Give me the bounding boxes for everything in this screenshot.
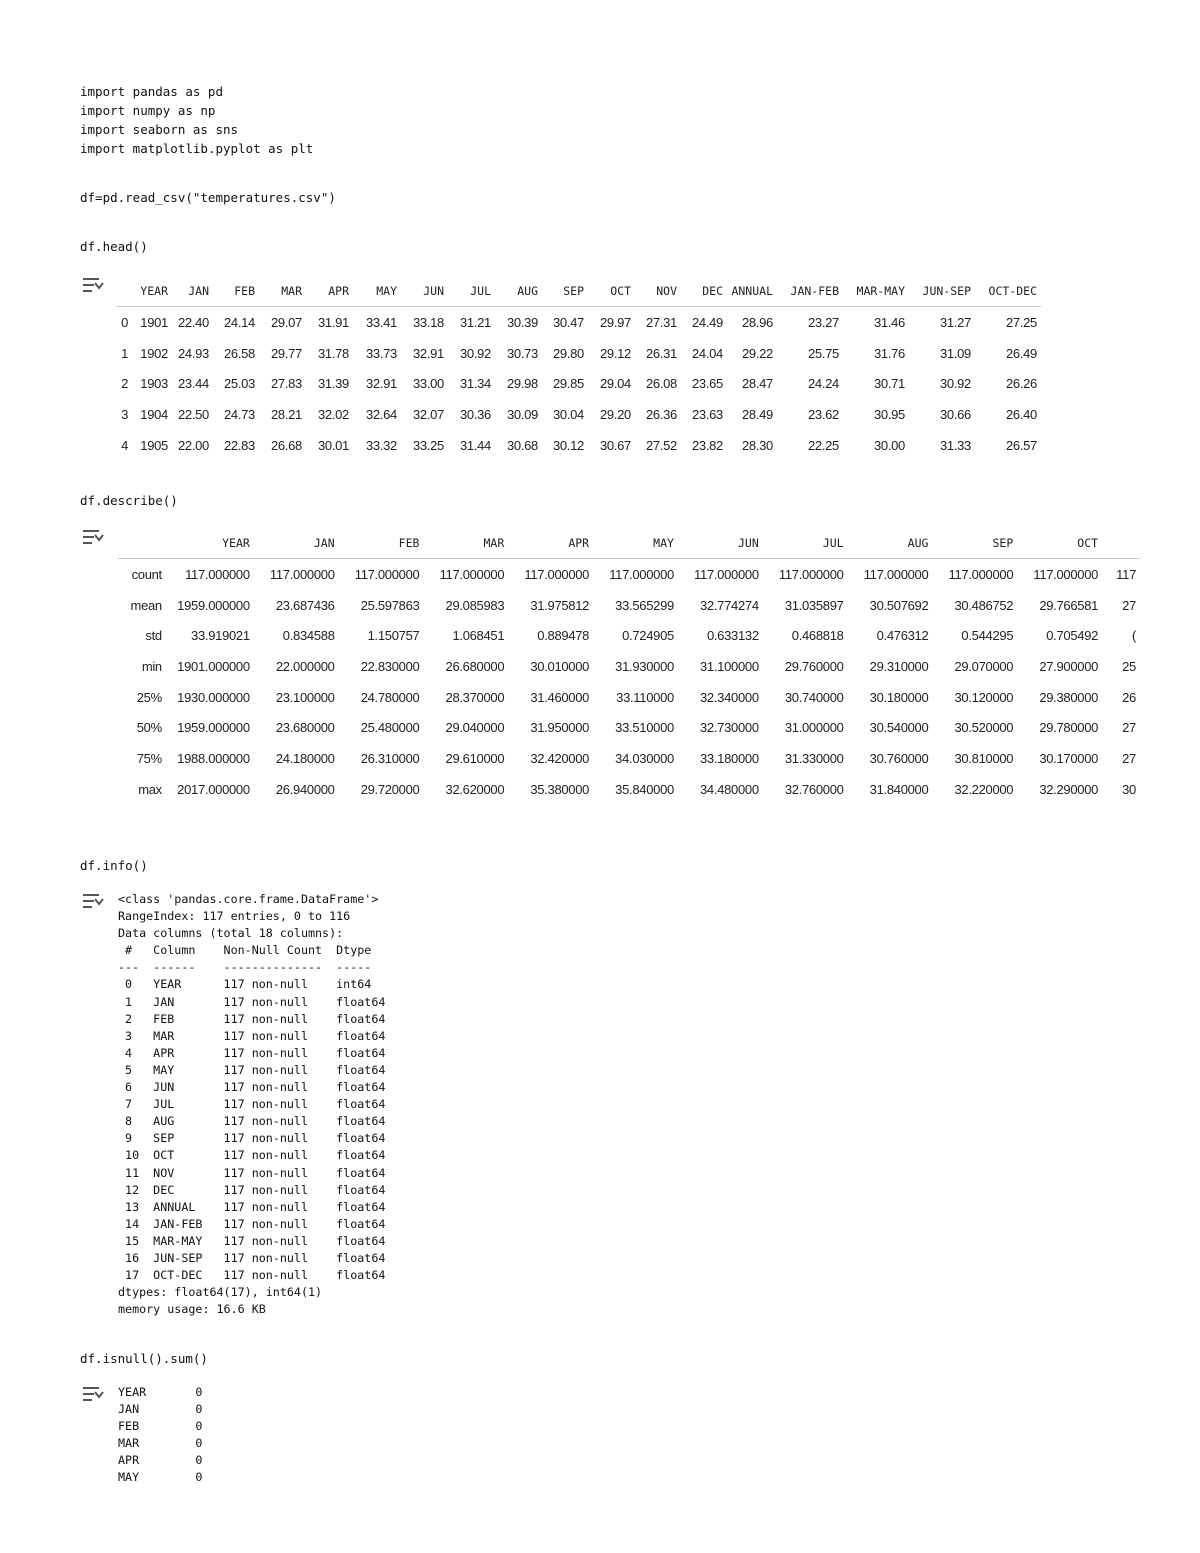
table-cell: 30 (1122, 781, 1136, 797)
table-cell: 27.83 (270, 376, 302, 392)
table-row (118, 590, 1140, 621)
column-header: NOV (635, 276, 681, 307)
table-row (116, 307, 1041, 338)
table-cell: 0.705492 (1046, 628, 1099, 644)
table-cell: 26 (1122, 689, 1136, 705)
table-cell: 26.08 (645, 376, 677, 392)
column-header: JUN-SEP (909, 276, 975, 307)
table-cell: 31.33 (939, 437, 971, 453)
table-cell: 24.180000 (275, 750, 335, 766)
column-header: JUL (763, 528, 848, 559)
table-cell: 30.740000 (784, 689, 844, 705)
column-header: JAN (254, 528, 339, 559)
table-cell: 31.44 (459, 437, 491, 453)
column-header: MAR-MAY (843, 276, 909, 307)
table-cell: 117.000000 (609, 566, 674, 582)
table-cell: 29.310000 (869, 658, 929, 674)
column-header: SEP (932, 528, 1017, 559)
table-cell: 28.47 (741, 376, 773, 392)
column-header: OCT (1017, 528, 1102, 559)
info-output-text: <class 'pandas.core.frame.DataFrame'> RangeIndex: 117 entries, 0 to 116 Data columns (total 18 columns): # Column Non-Null Count Dtype --- ------ -------------- ----- 0 YEAR 117 non-null int64 1 JAN 117 non-null float64 2 FEB 117 non-null float64 3 MAR 117 non-null float64 4 APR 117 non-null float64 5 MAY 117 non-null float64 6 JUN 117 non-null float64 7 JUL 117 non-null float64 8 AUG 117 non-null float64 9 SEP 117 non-null float64 10 OCT 117 non-null float64 11 NOV 117 non-null float64 12 DEC 117 non-null float64 13 ANNUAL 117 non-null float64 14 JAN-FEB 117 non-null float64 15 MAR-MAY 117 non-null float64 16 JUN-SEP 117 non-null float64 17 OCT-DEC 117 non-null float64 dtypes: float64(17), int64(1) memory usage: 16.6 KB (118, 892, 386, 1317)
table-cell: 0.544295 (961, 628, 1014, 644)
row-index: 4 (121, 437, 128, 453)
table-cell: 30.39 (506, 314, 538, 330)
column-header: MAY (593, 528, 678, 559)
table-cell: 24.73 (223, 406, 255, 422)
table-cell: 30.520000 (954, 720, 1014, 736)
code-cell-info[interactable]: df.info() (80, 858, 148, 873)
table-cell: 0.633132 (706, 628, 759, 644)
table-cell: 30.00 (873, 437, 905, 453)
table-cell: 25 (1122, 658, 1136, 674)
table-cell: 24.93 (177, 345, 209, 361)
table-cell: 32.730000 (700, 720, 759, 736)
table-cell: 29.04 (599, 376, 631, 392)
column-header: JUL (448, 276, 495, 307)
table-cell: 25.480000 (360, 720, 420, 736)
table-cell: 22.00 (177, 437, 209, 453)
table-cell: 22.000000 (275, 658, 335, 674)
row-index: 2 (121, 376, 128, 392)
table-cell: 1.150757 (367, 628, 420, 644)
table-cell: 30.010000 (530, 658, 590, 674)
table-cell: 117.000000 (185, 566, 250, 582)
table-cell: 33.510000 (615, 720, 674, 736)
table-cell: 31.840000 (869, 781, 929, 797)
row-index: min (141, 658, 162, 674)
table-cell: 30.36 (459, 406, 491, 422)
output-toggle-icon[interactable] (82, 276, 104, 294)
table-cell: 27.31 (645, 314, 677, 330)
table-cell: 24.49 (691, 314, 723, 330)
table-cell: 32.774274 (700, 597, 759, 613)
table-cell: 28.21 (270, 406, 302, 422)
table-cell: 29.07 (270, 314, 302, 330)
table-cell: 23.65 (691, 376, 723, 392)
describe-output-table (118, 528, 1140, 805)
table-cell: 29.070000 (954, 658, 1014, 674)
table-row (116, 399, 1041, 430)
column-header: OCT (588, 276, 635, 307)
column-header: APR (306, 276, 353, 307)
table-cell: 26.310000 (360, 750, 420, 766)
table-cell: 31.76 (873, 345, 905, 361)
row-index: 3 (121, 406, 128, 422)
table-cell: 23.680000 (275, 720, 335, 736)
row-index: mean (130, 597, 162, 613)
table-row (118, 743, 1140, 774)
code-cell-read-csv[interactable]: df=pd.read_csv("temperatures.csv") (80, 190, 336, 205)
table-cell: 26.57 (1005, 437, 1037, 453)
table-cell: 27 (1122, 720, 1136, 736)
table-cell: 30.760000 (869, 750, 929, 766)
table-row (116, 430, 1041, 461)
table-cell: 25.597863 (360, 597, 420, 613)
table-cell: 33.110000 (616, 689, 674, 705)
table-cell: 32.91 (412, 345, 444, 361)
table-cell: 32.620000 (445, 781, 505, 797)
table-cell: 32.760000 (784, 781, 844, 797)
table-cell: 31.460000 (530, 689, 590, 705)
column-header: YEAR (134, 276, 172, 307)
row-index: 1 (121, 345, 128, 361)
table-cell: 33.18 (412, 314, 444, 330)
table-cell: 29.766581 (1039, 597, 1099, 613)
table-cell: 27.52 (645, 437, 677, 453)
table-cell: 26.49 (1005, 345, 1037, 361)
column-header: ANNUAL (727, 276, 777, 307)
table-cell: 29.20 (599, 406, 631, 422)
table-cell: 30.92 (939, 376, 971, 392)
table-cell: 31.035897 (784, 597, 844, 613)
table-cell: 30.73 (506, 345, 538, 361)
table-cell: 0.889478 (537, 628, 590, 644)
table-cell: 117.000000 (863, 566, 929, 582)
table-cell: 32.220000 (954, 781, 1014, 797)
table-cell: 33.180000 (700, 750, 759, 766)
code-cell-imports[interactable]: import pandas as pd import numpy as np import seaborn as sns import matplotlib.pyplot as plt (80, 84, 314, 156)
table-cell: 28.30 (741, 437, 773, 453)
table-cell: 30.47 (552, 314, 584, 330)
table-cell: 31.930000 (615, 658, 674, 674)
table-cell: 26.36 (645, 406, 677, 422)
table-cell: 33.00 (412, 376, 444, 392)
table-cell: 26.940000 (275, 781, 335, 797)
table-cell: 30.12 (552, 437, 584, 453)
column-header: FEB (213, 276, 259, 307)
table-cell: 29.040000 (445, 720, 505, 736)
column-header: JUN (678, 528, 763, 559)
table-cell: 1901.000000 (177, 658, 250, 674)
table-cell: 117.000000 (948, 566, 1014, 582)
table-cell: 34.480000 (700, 781, 759, 797)
row-index: std (145, 628, 162, 644)
table-cell: 29.780000 (1039, 720, 1099, 736)
table-cell: 30.04 (552, 406, 584, 422)
table-cell: 29.610000 (445, 750, 505, 766)
table-cell: 30.92 (459, 345, 491, 361)
table-cell: 22.830000 (360, 658, 420, 674)
table-cell: 0.468818 (791, 628, 844, 644)
table-cell: 117 (1116, 566, 1136, 582)
table-cell: 26.26 (1005, 376, 1037, 392)
table-cell: 24.04 (691, 345, 723, 361)
table-cell: 32.290000 (1039, 781, 1099, 797)
table-cell: 31.27 (939, 314, 971, 330)
column-header (118, 528, 168, 559)
table-cell: 31.46 (873, 314, 905, 330)
column-header: SEP (542, 276, 588, 307)
table-row (118, 682, 1140, 713)
column-header: DEC (681, 276, 727, 307)
table-cell: 29.760000 (784, 658, 844, 674)
column-header: AUG (848, 528, 933, 559)
table-cell: 32.420000 (530, 750, 590, 766)
table-cell: 35.840000 (615, 781, 674, 797)
table-cell: 23.27 (807, 314, 839, 330)
row-index: 0 (121, 314, 128, 330)
table-cell: 29.77 (270, 345, 302, 361)
table-cell: 28.96 (741, 314, 773, 330)
table-cell: 1959.000000 (177, 720, 250, 736)
table-cell: 0.724905 (622, 628, 674, 644)
table-cell: 31.950000 (530, 720, 590, 736)
table-cell: 22.83 (223, 437, 255, 453)
table-cell: 24.14 (223, 314, 255, 330)
output-toggle-icon[interactable] (82, 892, 104, 910)
table-row (116, 338, 1041, 369)
table-cell: 30.71 (873, 376, 905, 392)
table-cell: 22.50 (177, 406, 209, 422)
table-cell: 31.09 (939, 345, 971, 361)
table-cell: 25.75 (807, 345, 839, 361)
table-cell: 1.068451 (452, 628, 505, 644)
table-cell: 30.68 (506, 437, 538, 453)
table-cell: 31.34 (459, 376, 491, 392)
table-cell: 31.000000 (784, 720, 844, 736)
table-row (118, 712, 1140, 743)
table-cell: 31.100000 (700, 658, 759, 674)
table-cell: 24.780000 (360, 689, 420, 705)
output-toggle-icon[interactable] (82, 528, 104, 546)
table-cell: 117.000000 (778, 566, 844, 582)
table-cell: 28.49 (741, 406, 773, 422)
table-cell: 27 (1122, 597, 1136, 613)
table-cell: 1901 (140, 314, 168, 330)
column-header: AUG (495, 276, 542, 307)
isnull-output-text: YEAR 0 JAN 0 FEB 0 MAR 0 APR 0 MAY 0 (118, 1385, 203, 1485)
column-header: JAN-FEB (777, 276, 843, 307)
column-header: APR (508, 528, 593, 559)
table-cell: 33.32 (365, 437, 397, 453)
table-cell: 1904 (140, 406, 168, 422)
describe-output-scroll[interactable] (118, 528, 1140, 818)
table-cell: 33.73 (365, 345, 397, 361)
table-cell: 29.720000 (360, 781, 420, 797)
table-cell: 1930.000000 (177, 689, 250, 705)
row-index: count (131, 566, 162, 582)
table-row (118, 559, 1140, 590)
table-row (118, 651, 1140, 682)
table-cell: 29.80 (552, 345, 584, 361)
row-index: 75% (136, 750, 162, 766)
table-row (116, 368, 1041, 399)
table-cell: 24.24 (807, 376, 839, 392)
table-cell: 33.25 (412, 437, 444, 453)
table-cell: 29.97 (599, 314, 631, 330)
head-output-table (116, 276, 1041, 460)
column-header: MAR (259, 276, 306, 307)
row-index: 50% (136, 720, 162, 736)
table-cell: 1988.000000 (177, 750, 250, 766)
table-cell: 29.380000 (1039, 689, 1099, 705)
table-cell: 30.09 (506, 406, 538, 422)
table-cell: 0.476312 (876, 628, 929, 644)
table-cell: 1905 (140, 437, 168, 453)
table-cell: 30.810000 (954, 750, 1014, 766)
table-cell: 32.340000 (700, 689, 759, 705)
column-header: OCT-DEC (975, 276, 1041, 307)
table-cell: 31.21 (459, 314, 491, 330)
table-cell: 27 (1122, 750, 1136, 766)
table-cell: 27.25 (1005, 314, 1037, 330)
table-cell: 23.62 (807, 406, 839, 422)
table-cell: 29.98 (506, 376, 538, 392)
table-cell: 117.000000 (1033, 566, 1099, 582)
table-cell: 33.919021 (191, 628, 250, 644)
table-cell: 32.64 (365, 406, 397, 422)
table-cell: 117.000000 (524, 566, 590, 582)
table-cell: 30.01 (317, 437, 349, 453)
column-header: MAY (353, 276, 401, 307)
table-cell: 31.975812 (530, 597, 590, 613)
table-row (118, 774, 1140, 805)
table-cell: 29.22 (741, 345, 773, 361)
row-index: 25% (136, 689, 162, 705)
table-cell: 26.68 (270, 437, 302, 453)
table-cell: 29.085983 (445, 597, 505, 613)
row-index: max (138, 781, 162, 797)
table-cell: 30.66 (939, 406, 971, 422)
table-cell: 32.91 (365, 376, 397, 392)
table-cell: 117.000000 (439, 566, 505, 582)
table-cell: 117.000000 (269, 566, 335, 582)
table-cell: 1903 (140, 376, 168, 392)
table-cell: 23.63 (691, 406, 723, 422)
column-header: JAN (172, 276, 213, 307)
table-cell: 29.85 (552, 376, 584, 392)
table-cell: 30.67 (599, 437, 631, 453)
table-cell: 1959.000000 (177, 597, 250, 613)
table-cell: 26.31 (645, 345, 677, 361)
table-cell: 33.41 (365, 314, 397, 330)
table-cell: ( (1131, 628, 1136, 644)
table-cell: 30.170000 (1039, 750, 1099, 766)
table-cell: 35.380000 (530, 781, 590, 797)
table-cell: 27.900000 (1039, 658, 1099, 674)
code-cell-head[interactable]: df.head() (80, 239, 148, 254)
table-cell: 23.82 (691, 437, 723, 453)
table-cell: 30.486752 (954, 597, 1014, 613)
table-cell: 117.000000 (694, 566, 759, 582)
table-cell: 30.507692 (869, 597, 929, 613)
table-cell: 26.40 (1005, 406, 1037, 422)
column-header (116, 276, 134, 307)
table-cell: 23.44 (177, 376, 209, 392)
column-header: FEB (339, 528, 424, 559)
table-cell: 28.370000 (445, 689, 505, 705)
output-toggle-icon[interactable] (82, 1385, 104, 1403)
table-cell: 26.58 (223, 345, 255, 361)
code-cell-isnull[interactable]: df.isnull().sum() (80, 1351, 208, 1366)
column-header (1102, 528, 1140, 559)
code-cell-describe[interactable]: df.describe() (80, 493, 178, 508)
table-cell: 26.680000 (445, 658, 505, 674)
table-cell: 22.40 (177, 314, 209, 330)
table-cell: 31.91 (317, 314, 349, 330)
table-row (118, 620, 1140, 651)
table-cell: 2017.000000 (177, 781, 250, 797)
table-cell: 23.687436 (275, 597, 335, 613)
table-cell: 117.000000 (354, 566, 420, 582)
table-cell: 1902 (140, 345, 168, 361)
table-cell: 32.02 (317, 406, 349, 422)
table-cell: 22.25 (807, 437, 839, 453)
table-cell: 30.540000 (869, 720, 929, 736)
column-header: JUN (401, 276, 448, 307)
table-cell: 0.834588 (282, 628, 335, 644)
table-cell: 31.330000 (784, 750, 844, 766)
column-header: YEAR (168, 528, 254, 559)
table-cell: 29.12 (599, 345, 631, 361)
table-cell: 25.03 (223, 376, 255, 392)
table-cell: 30.180000 (869, 689, 929, 705)
table-cell: 33.565299 (615, 597, 674, 613)
table-cell: 23.100000 (275, 689, 335, 705)
table-cell: 31.39 (317, 376, 349, 392)
table-cell: 30.120000 (954, 689, 1014, 705)
table-cell: 34.030000 (615, 750, 674, 766)
table-cell: 30.95 (873, 406, 905, 422)
table-cell: 32.07 (412, 406, 444, 422)
column-header: MAR (423, 528, 508, 559)
table-cell: 31.78 (317, 345, 349, 361)
